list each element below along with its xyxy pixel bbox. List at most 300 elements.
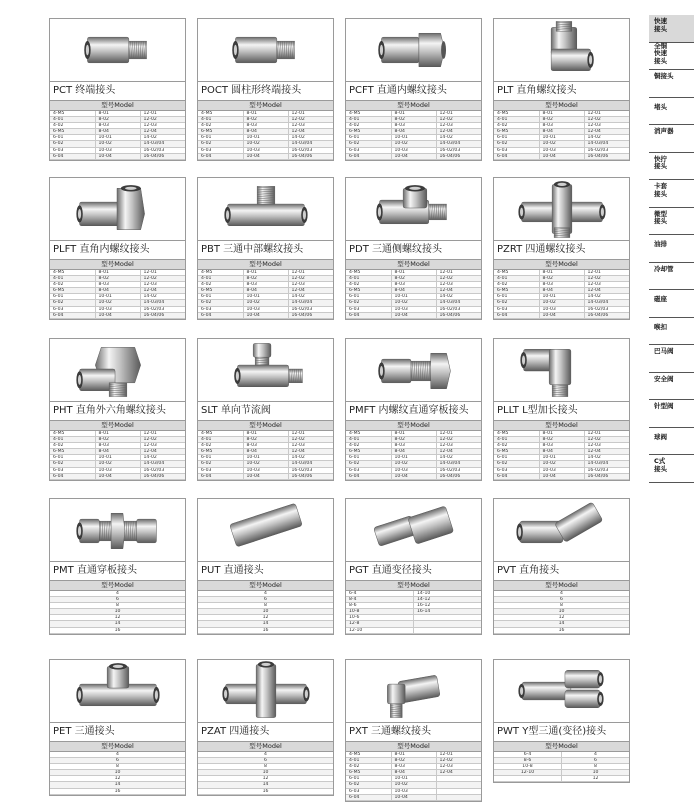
table-cell: 6-03 — [50, 306, 95, 312]
model-header: 型号Model — [198, 259, 333, 270]
table-cell: 16-02/03 — [436, 467, 481, 473]
table-cell: 6-02 — [494, 141, 539, 147]
table-cell: 16-02/03 — [584, 306, 629, 312]
model-header: 型号Model — [346, 420, 481, 431]
table-cell: 6-02 — [198, 461, 243, 467]
table-cell: 8-01 — [391, 270, 436, 276]
product-title: PCT 终端接头 — [53, 85, 116, 96]
table-cell: 4-01 — [50, 437, 95, 443]
table-cell: 4-01 — [346, 276, 391, 282]
fitting-illustration — [494, 339, 629, 401]
product-title: PDT 三通侧螺纹接头 — [349, 244, 443, 255]
table-cell: 8-02 — [391, 117, 436, 123]
table-cell: 10-02 — [243, 300, 288, 306]
table-row — [346, 312, 481, 318]
table-cell: 12-04 — [140, 129, 185, 135]
table-cell: 12-03 — [436, 764, 481, 770]
table-cell: 6-04 — [346, 473, 391, 479]
sidebar-item[interactable]: 卡套 接头 — [649, 180, 694, 208]
table-cell: 6-03 — [346, 788, 391, 794]
table-row — [50, 788, 185, 794]
product-image — [198, 19, 333, 82]
table-cell: 8-01 — [391, 431, 436, 437]
fitting-illustration — [198, 178, 333, 240]
table-cell: 16-02/03 — [584, 147, 629, 153]
product-title: PCFT 直通内螺纹接头 — [349, 85, 447, 96]
table-cell: 8-02 — [391, 758, 436, 764]
table-cell: 6-03 — [346, 306, 391, 312]
table-cell: 6-M5 — [494, 129, 539, 135]
sidebar-item[interactable]: C式 接头 — [649, 455, 694, 483]
product-image — [494, 178, 629, 241]
table-cell: 8-03 — [391, 443, 436, 449]
table-cell: 10-02 — [391, 141, 436, 147]
table-cell: 6-01 — [198, 455, 243, 461]
model-table — [494, 752, 629, 782]
product-image — [494, 499, 629, 562]
table-cell: 12-01 — [584, 111, 629, 117]
table-cell: 12 — [50, 776, 185, 782]
model-table — [346, 752, 481, 801]
table-cell: 10-03 — [391, 306, 436, 312]
sidebar-item[interactable]: 快拧 接头 — [649, 153, 694, 181]
product-title: PHT 直角外六角螺纹接头 — [53, 405, 166, 416]
table-cell: 6-04 — [198, 473, 243, 479]
table-cell: 14-03/04 — [288, 461, 333, 467]
table-cell: 8-02 — [243, 437, 288, 443]
table-cell: 12-04 — [288, 449, 333, 455]
model-header: 型号Model — [50, 741, 185, 752]
product-card — [197, 498, 334, 635]
table-cell: 6-03 — [346, 147, 391, 153]
table-cell: 8-02 — [391, 437, 436, 443]
product-title: SLT 单向节流阀 — [201, 405, 271, 416]
table-cell — [494, 776, 562, 782]
model-header: 型号Model — [346, 100, 481, 111]
table-cell: 4 — [494, 591, 629, 597]
table-cell: 6-04 — [198, 153, 243, 159]
table-cell: 14-03/04 — [288, 141, 333, 147]
table-cell: 14-03/04 — [140, 461, 185, 467]
table-cell: 12-03 — [288, 443, 333, 449]
table-cell: 6-M5 — [494, 288, 539, 294]
table-cell: 4-02 — [346, 123, 391, 129]
model-table — [494, 111, 629, 160]
table-cell: 8-04 — [539, 288, 584, 294]
table-cell: 12-01 — [140, 111, 185, 117]
table-cell: 16-04/06 — [288, 473, 333, 479]
table-cell: 6-03 — [494, 147, 539, 153]
table-cell: 4-02 — [198, 282, 243, 288]
table-cell: 8-01 — [539, 111, 584, 117]
table-cell: 14-03/04 — [584, 141, 629, 147]
product-title: PBT 三通中部螺纹接头 — [201, 244, 304, 255]
table-cell: 6-04 — [494, 473, 539, 479]
product-image — [198, 178, 333, 241]
table-cell: 12-02 — [436, 276, 481, 282]
table-cell: 12-02 — [584, 437, 629, 443]
table-cell: 10-03 — [391, 788, 436, 794]
table-cell: 12-03 — [584, 443, 629, 449]
table-cell: 14-03/04 — [436, 300, 481, 306]
table-cell: 4-M5 — [198, 270, 243, 276]
table-cell: 16 — [198, 788, 333, 794]
table-cell: 8-04 — [391, 770, 436, 776]
table-row — [346, 153, 481, 159]
fitting-illustration — [50, 499, 185, 561]
table-cell: 4-01 — [198, 437, 243, 443]
product-card — [49, 498, 186, 635]
table-cell: 14-12 — [414, 597, 482, 603]
table-cell: 4-M5 — [494, 270, 539, 276]
table-cell: 12-02 — [140, 117, 185, 123]
model-table — [50, 270, 185, 319]
table-cell: 10-03 — [391, 467, 436, 473]
sidebar-item[interactable]: 全铜 快速 接头 — [649, 43, 694, 71]
product-card — [49, 177, 186, 320]
table-cell: 12-04 — [584, 129, 629, 135]
table-cell: 10-03 — [539, 306, 584, 312]
table-cell: 4-M5 — [198, 431, 243, 437]
table-cell: 12-03 — [584, 282, 629, 288]
model-header: 型号Model — [198, 580, 333, 591]
table-cell: 12-03 — [584, 123, 629, 129]
table-cell: 4-01 — [198, 117, 243, 123]
table-cell — [436, 794, 481, 800]
table-cell: 4-01 — [494, 276, 539, 282]
table-cell: 16-02/03 — [436, 306, 481, 312]
table-cell: 10-02 — [539, 141, 584, 147]
table-cell: 6-01 — [198, 135, 243, 141]
table-cell: 6 — [198, 597, 333, 603]
table-cell: 14-03/04 — [140, 141, 185, 147]
table-cell: 10-01 — [539, 294, 584, 300]
table-cell: 12-02 — [288, 437, 333, 443]
table-cell: 8 — [50, 764, 185, 770]
table-row — [50, 473, 185, 479]
table-cell: 10-02 — [391, 782, 436, 788]
sidebar-item[interactable]: 堵头 — [649, 98, 694, 126]
table-cell: 8-02 — [539, 117, 584, 123]
table-cell: 6-03 — [494, 467, 539, 473]
fitting-illustration — [494, 19, 629, 81]
table-cell: 8-03 — [391, 282, 436, 288]
table-cell: 10-01 — [243, 135, 288, 141]
table-cell: 10-02 — [243, 141, 288, 147]
table-cell: 10-6 — [346, 615, 414, 621]
table-cell: 16-02/03 — [140, 147, 185, 153]
table-cell: 10-02 — [539, 461, 584, 467]
table-cell: 6-M5 — [50, 288, 95, 294]
table-cell: 14-02 — [584, 294, 629, 300]
product-image — [50, 660, 185, 723]
model-table — [346, 591, 481, 634]
sidebar-item[interactable]: 磁座 — [649, 290, 694, 318]
table-cell: 14-02 — [436, 135, 481, 141]
sidebar-item[interactable]: 消声器 — [649, 125, 694, 153]
fitting-illustration — [346, 499, 481, 561]
model-header: 型号Model — [494, 741, 629, 752]
table-cell: 10-04 — [243, 312, 288, 318]
table-cell: 12-04 — [436, 288, 481, 294]
table-cell: 12-02 — [140, 437, 185, 443]
table-cell: 10 — [494, 609, 629, 615]
model-header: 型号Model — [494, 100, 629, 111]
fitting-illustration — [198, 19, 333, 81]
table-cell: 10-01 — [391, 776, 436, 782]
table-row — [198, 473, 333, 479]
table-cell: 12-01 — [584, 431, 629, 437]
table-cell: 4 — [198, 752, 333, 758]
table-cell: 10-04 — [243, 473, 288, 479]
table-row — [198, 153, 333, 159]
model-header: 型号Model — [198, 741, 333, 752]
table-cell: 14 — [50, 782, 185, 788]
table-cell: 6-04 — [50, 312, 95, 318]
fitting-illustration — [198, 499, 333, 561]
model-table — [198, 591, 333, 634]
table-cell: 12-01 — [436, 270, 481, 276]
table-cell: 6-01 — [346, 776, 391, 782]
sidebar-item[interactable]: 巴马阀 — [649, 345, 694, 373]
table-cell: 6-M5 — [50, 129, 95, 135]
table-cell: 10-04 — [95, 153, 140, 159]
table-row — [494, 473, 629, 479]
table-cell: 12-04 — [584, 449, 629, 455]
product-card — [493, 177, 630, 320]
sidebar-item[interactable]: 快速 接头 — [649, 15, 694, 43]
product-image — [494, 19, 629, 82]
table-row — [494, 312, 629, 318]
product-card — [49, 18, 186, 161]
table-cell: 4-01 — [346, 437, 391, 443]
table-row — [494, 627, 629, 633]
table-cell: 12 — [198, 615, 333, 621]
product-card — [197, 338, 334, 481]
fitting-illustration — [50, 660, 185, 722]
table-cell: 4-02 — [198, 123, 243, 129]
table-cell: 4-M5 — [198, 111, 243, 117]
model-table — [494, 431, 629, 480]
table-cell: 16 — [198, 627, 333, 633]
table-cell: 16-04/06 — [140, 153, 185, 159]
table-cell: 16 — [494, 627, 629, 633]
product-image — [50, 178, 185, 241]
table-cell: 10-04 — [243, 153, 288, 159]
table-row — [494, 776, 629, 782]
table-cell: 10-03 — [95, 306, 140, 312]
table-cell: 12-10 — [494, 770, 562, 776]
table-cell: 4-01 — [494, 117, 539, 123]
table-cell: 4-02 — [494, 282, 539, 288]
product-title: PZAT 四通接头 — [201, 726, 270, 737]
sidebar-item[interactable]: 微型 接头 — [649, 208, 694, 236]
table-cell: 12-10 — [346, 627, 414, 633]
table-cell: 12-01 — [436, 111, 481, 117]
table-row — [198, 312, 333, 318]
table-cell: 16-02/03 — [140, 467, 185, 473]
table-cell: 16 — [50, 627, 185, 633]
model-header: 型号Model — [198, 100, 333, 111]
table-cell: 6-M5 — [346, 288, 391, 294]
table-cell: 14-02 — [140, 455, 185, 461]
table-cell — [414, 627, 482, 633]
sidebar-item[interactable]: 针型阀 — [649, 400, 694, 428]
product-image — [494, 339, 629, 402]
model-table — [198, 752, 333, 795]
table-cell: 8-04 — [391, 129, 436, 135]
product-title: PMT 直通穿板接头 — [53, 565, 137, 576]
table-cell: 4-01 — [50, 117, 95, 123]
model-header: 型号Model — [346, 259, 481, 270]
table-cell: 6-M5 — [346, 449, 391, 455]
table-cell: 10-03 — [539, 147, 584, 153]
table-cell: 14-02 — [288, 455, 333, 461]
table-cell: 10-03 — [243, 467, 288, 473]
sidebar-item[interactable]: 安全阀 — [649, 373, 694, 401]
table-cell: 8-01 — [243, 270, 288, 276]
sidebar-item[interactable]: 冷却管 — [649, 263, 694, 291]
table-cell: 12-02 — [436, 117, 481, 123]
fitting-illustration — [198, 660, 333, 722]
table-cell: 4-02 — [50, 282, 95, 288]
table-cell: 16-02/03 — [584, 467, 629, 473]
table-cell: 14-03/04 — [436, 461, 481, 467]
sidebar-item[interactable]: 喉扣 — [649, 318, 694, 346]
table-cell: 6-M5 — [346, 129, 391, 135]
product-image — [198, 499, 333, 562]
table-cell: 6 — [562, 758, 630, 764]
table-cell: 12-04 — [288, 288, 333, 294]
product-card — [345, 498, 482, 635]
table-cell: 10 — [50, 770, 185, 776]
table-cell: 8-03 — [243, 282, 288, 288]
table-cell: 12 — [494, 615, 629, 621]
model-table — [494, 591, 629, 634]
table-cell: 12-01 — [436, 431, 481, 437]
table-cell: 8-02 — [391, 276, 436, 282]
table-cell: 12-01 — [584, 270, 629, 276]
table-cell: 10-01 — [95, 455, 140, 461]
table-cell: 10 — [562, 770, 630, 776]
table-cell: 8-04 — [539, 449, 584, 455]
model-header: 型号Model — [346, 741, 481, 752]
table-cell: 16-02/03 — [436, 147, 481, 153]
sidebar-item[interactable]: 球阀 — [649, 428, 694, 456]
table-cell: 12-04 — [436, 449, 481, 455]
table-cell: 8-04 — [243, 129, 288, 135]
table-cell: 10-02 — [95, 461, 140, 467]
table-cell: 4-M5 — [494, 431, 539, 437]
product-title: PZRT 四通螺纹接头 — [497, 244, 586, 255]
table-cell: 8-04 — [391, 288, 436, 294]
table-row — [50, 627, 185, 633]
model-header: 型号Model — [50, 580, 185, 591]
product-title: PLLT L型加长接头 — [497, 405, 578, 416]
sidebar-item[interactable]: 铜接头 — [649, 70, 694, 98]
product-title: POCT 圆柱形终端接头 — [201, 85, 302, 96]
sidebar-item[interactable]: 油排 — [649, 235, 694, 263]
product-title: PLFT 直角内螺纹接头 — [53, 244, 150, 255]
table-cell: 8 — [494, 603, 629, 609]
table-cell: 10-01 — [539, 135, 584, 141]
table-cell: 6-02 — [198, 141, 243, 147]
table-cell: 12-02 — [584, 276, 629, 282]
table-cell: 10-03 — [539, 467, 584, 473]
table-cell: 16-02/03 — [288, 467, 333, 473]
product-title: PLT 直角螺纹接头 — [497, 85, 577, 96]
table-cell: 16-14 — [414, 609, 482, 615]
table-row — [346, 794, 481, 800]
table-cell: 8-02 — [539, 276, 584, 282]
table-cell: 10-02 — [391, 300, 436, 306]
table-cell: 10-04 — [391, 473, 436, 479]
table-cell: 12-01 — [288, 111, 333, 117]
product-card — [493, 659, 630, 783]
model-header: 型号Model — [494, 420, 629, 431]
table-cell: 14-02 — [140, 294, 185, 300]
product-image — [346, 660, 481, 723]
product-card — [49, 338, 186, 481]
product-image — [346, 19, 481, 82]
table-cell: 4-M5 — [494, 111, 539, 117]
table-cell: 12-02 — [436, 437, 481, 443]
model-table — [346, 270, 481, 319]
table-cell: 6-M5 — [494, 449, 539, 455]
model-table — [50, 752, 185, 795]
model-table — [50, 591, 185, 634]
table-cell: 4-M5 — [346, 431, 391, 437]
model-table — [494, 270, 629, 319]
table-row — [198, 627, 333, 633]
table-cell: 12 — [50, 615, 185, 621]
product-image — [346, 499, 481, 562]
table-cell: 6-02 — [50, 141, 95, 147]
table-cell: 8-01 — [95, 111, 140, 117]
table-cell: 16-04/06 — [436, 153, 481, 159]
model-header: 型号Model — [494, 259, 629, 270]
product-title: PUT 直通接头 — [201, 565, 264, 576]
table-cell: 4 — [562, 752, 630, 758]
table-cell: 6 — [198, 758, 333, 764]
table-cell: 6-01 — [346, 455, 391, 461]
table-cell: 12-02 — [288, 117, 333, 123]
table-cell: 4-M5 — [50, 431, 95, 437]
table-cell: 6-4 — [494, 752, 562, 758]
table-cell: 10-01 — [243, 294, 288, 300]
table-cell: 6-02 — [346, 461, 391, 467]
table-cell: 6-01 — [50, 455, 95, 461]
table-cell: 10-03 — [243, 147, 288, 153]
table-cell: 10 — [198, 770, 333, 776]
table-cell: 6-01 — [494, 294, 539, 300]
table-cell: 10-02 — [391, 461, 436, 467]
table-cell: 16-04/06 — [436, 312, 481, 318]
product-card — [493, 338, 630, 481]
table-cell: 12-03 — [436, 443, 481, 449]
fitting-illustration — [50, 178, 185, 240]
table-cell: 10-03 — [95, 467, 140, 473]
table-cell: 10-01 — [391, 135, 436, 141]
table-cell: 10-02 — [243, 461, 288, 467]
table-cell: 6-M5 — [198, 288, 243, 294]
table-row — [198, 788, 333, 794]
table-cell: 4-01 — [198, 276, 243, 282]
table-cell: 6 — [494, 597, 629, 603]
table-cell: 6 — [50, 758, 185, 764]
table-cell: 6-04 — [494, 312, 539, 318]
table-cell: 6-03 — [198, 147, 243, 153]
